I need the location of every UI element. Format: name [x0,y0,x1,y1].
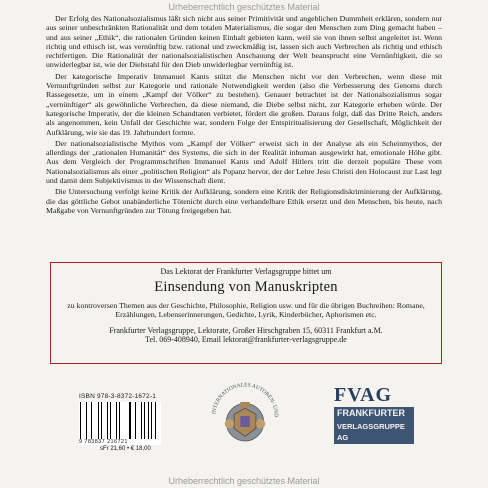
publisher-seal-icon [206,377,284,455]
paragraph-4: Die Untersuchung verfolgt keine Kritik der Aufklärung, sondern eine Kritik der Religionsdiskriminierung der Aufklärung, die das göttliche Gebot unabänderliche Tötenicht durch eine verhandelbare Ethik ersetzt und den Menschen, bis heute, nach Maßgabe von Vernunftgründen zur Tötung freigegeben hat. [46,187,442,215]
logo-line-1: FRANKFURTER [334,407,414,420]
body-text [46,14,442,217]
ad-intro: Das Lektorat der Frankfurter Verlagsgruppe bittet um [160,267,332,276]
barcode [79,402,161,439]
ad-address [51,326,441,345]
logo-mark: FVAG [334,384,393,406]
ad-topics: zu kontroversen Themen aus der Geschichte, Philosophie, Religion usw. und für die übrigen Buchreihen: Romane, Erzählungen, Lebenserinnerungen, Gedichte, Lyrik, Kinderbücher, Aphorismen etc. [67,301,425,320]
manuscript-ad-box [50,262,442,364]
logo-line-2: VERLAGSGRUPPE AG [334,420,414,444]
watermark-top: Urheberrechtlich geschütztes Material [168,2,320,12]
watermark-bottom: Urheberrechtlich geschütztes Material [168,476,320,486]
isbn-label: ISBN 978-3-8372-1672-1 [79,393,157,400]
isbn-block [79,393,161,445]
paragraph-2: Der kategorische Imperativ Immanuel Kants stützt die Menschen nicht vor den Verbrechen, wenn diese mit Vernunftgründen selbst zur Kategorie und rationale Notwendigkeit werden (also die Verbesserung des Genoms durch Rassegesetze, um in einem „Kampf der Völker“ zu bestehen). Genauer betrachtet ist der Nationalsozialismus sogar „vernünftiger“ als gewöhnliche Verbrechen, da diese niemand, die Diebe selbst nicht, zur Kategorie erheben würde. Der kategorische Imperativ, der die kleinen Schandtaten verbietet, fördert die großen. Daraus folgt, daß das Dritte Reich, anders als angenommen, kein Unfall der Geschichte war, sondern Folge der Entspiritualisierung der Gesellschaft, Möglichkeit der Aufklärung, wie sie das 19. Jahrhundert formte. [46,71,442,137]
price-label: sFr 21,60 • € 18,00 [100,446,151,452]
paragraph-1: Der Erfolg des Nationalsozialismus läßt sich nicht aus seiner Primitivität und angeblichen Dummheit erklären, sondern nur aus seiner unbeschränkten Rationalität und dem totalen Materialismus, die sogar den Menschen zum Ding gemacht haben – und aus seiner „Ethik“, die rationalen Gründen keinen Einhalt gebieten kann, weil sie von ihnen selbst angeleitet ist. Wenn richtig und ethisch ist, was vernünftig bzw. rational und zweckmäßig ist, lassen sich auch Verbrechen als richtig und ethisch rechtfertigen. Die Rationalität der nationalsozialistischen Anschauung der Welt beansprucht eine Vernünftigkeit, die so unwiderlegbar ist, wie der Diebstahl für den Dieb unwiderlegbar vernünftig ist. [46,14,442,70]
publisher-logo [334,384,414,444]
ad-contact-line: Tel. 069-408940, Email lektorat@frankfurter-verlagsgruppe.de [145,335,347,345]
ad-heading: Einsendung von Manuskripten [154,279,338,295]
seal-text: INTERNATIONALES AUTOREN- UND [211,382,279,418]
paragraph-3: Der nationalsozialistische Mythos vom „Kampf der Völker“ erweist sich in der Analyse als ein Scheinmythos, der allerdings der „rationalen Humanität“ des Systems, die sich in der Realität inhuman ausgewirkt hat, emotionale Höhe gibt. Aus dem Vergleich der Programmschriften Immanuel Kants und Adolf Hitlers tritt die derzeit populäre These vom Nationalsozialismus als einer „politischen Religion“ als Popanz hervor, der der Lehre Jesu Christi den Holocaust zur Last legt und damit dem Subjektivismus in der Wissenschaft dient. [46,138,442,186]
ad-address-line: Frankfurter Verlagsgruppe, Lektorate, Großer Hirschgraben 15, 60311 Frankfurt a.M. [109,325,383,335]
barcode-digits: 9 783837 216721 [79,439,161,445]
